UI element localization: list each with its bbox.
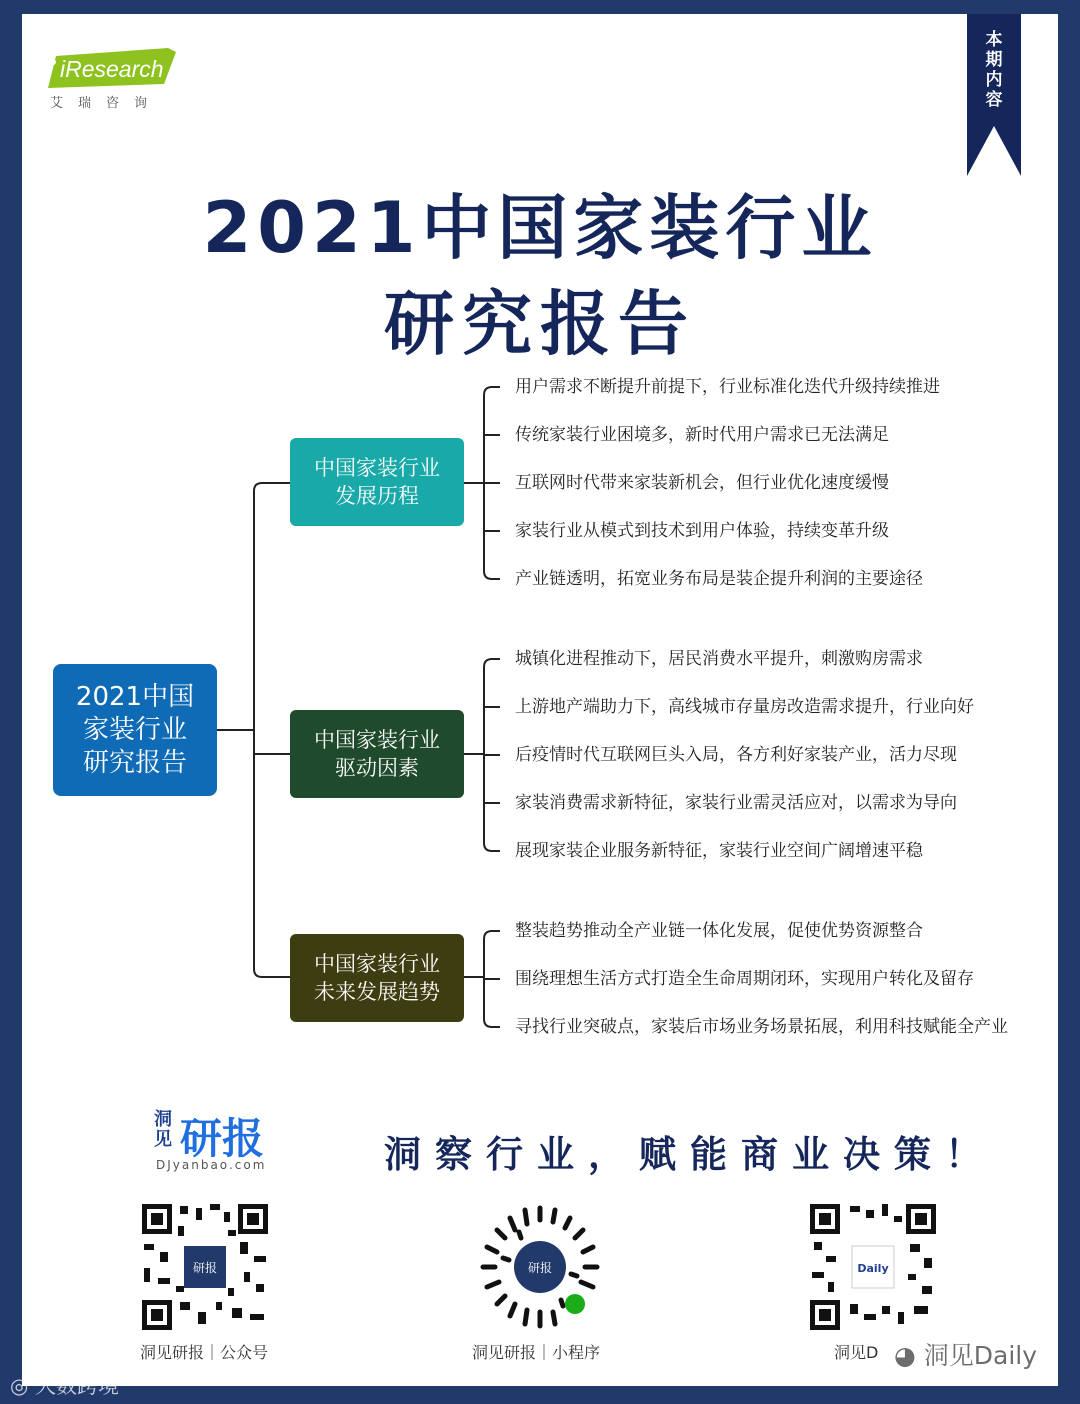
diagram-connectors	[22, 14, 1058, 1114]
leaf-item: 产业链透明，拓宽业务布局是装企提升利润的主要途径	[515, 569, 923, 589]
watermark-logo-icon: ◎	[10, 1374, 29, 1398]
wechat-icon: ◕	[894, 1341, 916, 1370]
branch-driving-factors	[290, 710, 464, 798]
watermark-text: 大数跨境	[35, 1374, 120, 1398]
brand-big-text: 研报	[180, 1114, 265, 1163]
root-line: 家装行业	[82, 714, 187, 745]
qr-code-daily[interactable]	[808, 1202, 938, 1332]
leaf-item: 传统家装行业困境多，新时代用户需求已无法满足	[515, 425, 889, 445]
branch-label-line: 中国家装行业	[314, 456, 440, 480]
leaf-item: 展现家装企业服务新特征，家装行业空间广阔增速平稳	[515, 841, 923, 861]
brand-url: DJyanbao.com	[156, 1158, 267, 1172]
leaf-item: 用户需求不断提升前提下，行业标准化迭代升级持续推进	[515, 377, 940, 397]
leaf-item: 家装行业从模式到技术到用户体验，持续变革升级	[515, 521, 889, 541]
qr-center-text: Daily	[857, 1262, 889, 1275]
branch-future-trends	[290, 934, 464, 1022]
leaf-item: 寻找行业突破点，家装后市场业务场景拓展，利用科技赋能全产业	[515, 1017, 1008, 1037]
branch-development-history	[290, 438, 464, 526]
branch-label-line: 未来发展趋势	[314, 980, 440, 1004]
branch-label-line: 中国家装行业	[314, 952, 440, 976]
leaf-item: 围绕理想生活方式打造全生命周期闭环，实现用户转化及留存	[515, 969, 974, 989]
brand-small-text: 洞见	[154, 1109, 172, 1150]
slogan: 洞察行业，赋能商业决策！	[384, 1133, 996, 1176]
qr-center-text: 研报	[527, 1261, 553, 1275]
qr-caption: 洞见研报｜小程序	[472, 1343, 601, 1362]
leaf-item: 互联网时代带来家装新机会，但行业优化速度缓慢	[515, 473, 889, 493]
branch-label-line: 驱动因素	[335, 756, 419, 780]
leaf-item: 后疫情时代互联网巨头入局，各方利好家装产业，活力尽现	[515, 745, 957, 765]
qr-code-official-account[interactable]	[140, 1202, 270, 1332]
leaf-item: 上游地产端助力下，高线城市存量房改造需求提升，行业向好	[515, 697, 974, 717]
root-line: 2021中国	[75, 681, 195, 712]
leaf-item: 整装趋势推动全产业链一体化发展，促使优势资源整合	[515, 921, 923, 941]
qr-caption: 洞见D	[834, 1343, 879, 1362]
qr-caption: 洞见研报｜公众号	[140, 1343, 269, 1362]
wechat-watermark	[894, 1336, 1037, 1372]
page-title-line1: 2021中国家装行业	[202, 187, 878, 269]
corner-watermark	[10, 1370, 119, 1400]
root-node	[53, 664, 217, 796]
djyanbao-logo	[154, 1106, 284, 1176]
leaf-item: 家装消费需求新特征，家装行业需灵活应对，以需求为导向	[515, 793, 957, 813]
page-title-line2: 研究报告	[384, 283, 696, 365]
watermark-text: 洞见Daily	[923, 1341, 1038, 1370]
branch-label-line: 发展历程	[335, 484, 419, 508]
root-line: 研究报告	[82, 747, 187, 778]
leaf-item: 城镇化进程推动下，居民消费水平提升，刺激购房需求	[515, 649, 923, 669]
branch-label-line: 中国家装行业	[314, 728, 440, 752]
poster-page	[22, 14, 1058, 1386]
mini-program-code[interactable]	[475, 1202, 605, 1332]
qr-center-text: 研报	[192, 1261, 218, 1275]
ribbon-label: 本 期 内 容	[985, 30, 1003, 110]
logo-subtitle: 艾瑞咨询	[50, 96, 163, 111]
logo-text: iResearch	[60, 56, 164, 82]
